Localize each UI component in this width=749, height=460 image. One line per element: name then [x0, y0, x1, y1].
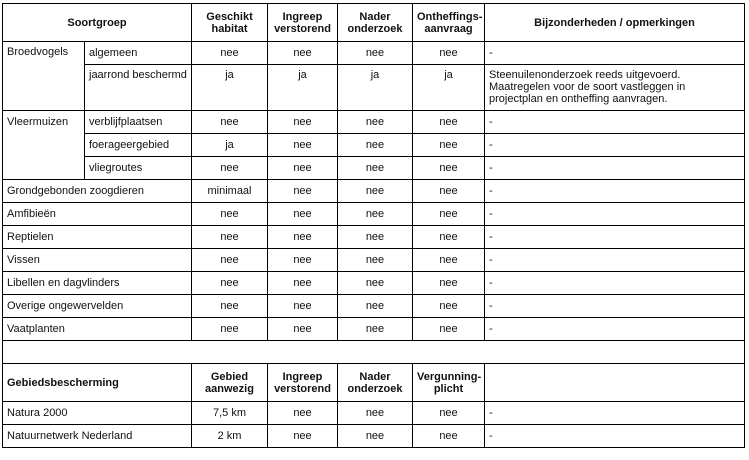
cell-nader: nee	[338, 402, 413, 425]
cell-habitat: ja	[192, 134, 268, 157]
cell-habitat: nee	[192, 226, 268, 249]
table-row	[3, 425, 745, 448]
spacer-cell	[3, 341, 745, 364]
cell-ontheffing: nee	[413, 249, 485, 272]
cell-ontheffing: nee	[413, 111, 485, 134]
cell-vergunning: nee	[413, 425, 485, 448]
header-ontheffingsaanvraag: Ontheffings- aanvraag	[413, 4, 485, 42]
header-nader-onderzoek: Nader onderzoek	[338, 4, 413, 42]
cell-nader: nee	[338, 249, 413, 272]
table-row	[3, 203, 745, 226]
cell-nader: nee	[338, 295, 413, 318]
table-row	[3, 402, 745, 425]
cell-remark: -	[485, 402, 745, 425]
header-geschikt-habitat: Geschikt habitat	[192, 4, 268, 42]
group-label-broedvogels: Broedvogels	[3, 42, 85, 111]
subgroup-label: algemeen	[85, 42, 192, 65]
header-empty	[485, 364, 745, 402]
header-gebiedsbescherming: Gebiedsbescherming	[3, 364, 192, 402]
cell-habitat: nee	[192, 157, 268, 180]
area-label: Natura 2000	[3, 402, 192, 425]
header-opmerkingen: Bijzonderheden / opmerkingen	[485, 4, 745, 42]
cell-aanwezig: 7,5 km	[192, 402, 268, 425]
group-label: Reptielen	[3, 226, 192, 249]
species-assessment-table	[2, 3, 745, 448]
cell-habitat: minimaal	[192, 180, 268, 203]
cell-habitat: nee	[192, 295, 268, 318]
cell-habitat: nee	[192, 111, 268, 134]
cell-nader: nee	[338, 272, 413, 295]
cell-ontheffing: nee	[413, 295, 485, 318]
area-label: Natuurnetwerk Nederland	[3, 425, 192, 448]
group-label: Vissen	[3, 249, 192, 272]
cell-remark: -	[485, 272, 745, 295]
cell-ingreep: nee	[268, 180, 338, 203]
group-label: Overige ongewervelden	[3, 295, 192, 318]
cell-remark: -	[485, 226, 745, 249]
cell-ingreep: nee	[268, 203, 338, 226]
cell-nader: nee	[338, 226, 413, 249]
cell-habitat: nee	[192, 42, 268, 65]
cell-habitat: nee	[192, 272, 268, 295]
cell-vergunning: nee	[413, 402, 485, 425]
cell-aanwezig: 2 km	[192, 425, 268, 448]
cell-ingreep: nee	[268, 226, 338, 249]
header-nader-onderzoek: Nader onderzoek	[338, 364, 413, 402]
table-row	[3, 157, 745, 180]
cell-remark: -	[485, 42, 745, 65]
cell-ontheffing: ja	[413, 65, 485, 111]
cell-habitat: nee	[192, 249, 268, 272]
table-row	[3, 295, 745, 318]
cell-ingreep: nee	[268, 42, 338, 65]
group-label: Libellen en dagvlinders	[3, 272, 192, 295]
cell-nader: nee	[338, 157, 413, 180]
header-soortgroep: Soortgroep	[3, 4, 192, 42]
cell-nader: nee	[338, 42, 413, 65]
table-row	[3, 318, 745, 341]
group-label-vleermuizen: Vleermuizen	[3, 111, 85, 180]
cell-nader: nee	[338, 111, 413, 134]
cell-ingreep: nee	[268, 402, 338, 425]
spacer-row	[3, 341, 745, 364]
cell-remark: Steenuilenonderzoek reeds uitgevoerd. Maatregelen voor de soort vastleggen in projectplan en ontheffing aanvragen.	[485, 65, 745, 111]
group-label: Amfibieën	[3, 203, 192, 226]
header-ingreep-verstorend: Ingreep verstorend	[268, 4, 338, 42]
cell-ontheffing: nee	[413, 272, 485, 295]
cell-nader: nee	[338, 134, 413, 157]
cell-remark: -	[485, 425, 745, 448]
header-row	[3, 4, 745, 42]
cell-habitat: ja	[192, 65, 268, 111]
cell-ingreep: nee	[268, 249, 338, 272]
cell-ontheffing: nee	[413, 134, 485, 157]
cell-ingreep: nee	[268, 318, 338, 341]
cell-nader: nee	[338, 425, 413, 448]
group-label: Grondgebonden zoogdieren	[3, 180, 192, 203]
header-gebied-aanwezig: Gebied aanwezig	[192, 364, 268, 402]
cell-ingreep: nee	[268, 272, 338, 295]
cell-remark: -	[485, 111, 745, 134]
cell-habitat: nee	[192, 318, 268, 341]
cell-ontheffing: nee	[413, 157, 485, 180]
cell-nader: ja	[338, 65, 413, 111]
table-row	[3, 180, 745, 203]
subgroup-label: foerageergebied	[85, 134, 192, 157]
table-row	[3, 42, 745, 65]
table-row	[3, 272, 745, 295]
cell-ingreep: nee	[268, 157, 338, 180]
header-vergunningplicht: Vergunning- plicht	[413, 364, 485, 402]
cell-habitat: nee	[192, 203, 268, 226]
table-row	[3, 134, 745, 157]
cell-remark: -	[485, 249, 745, 272]
cell-remark: -	[485, 157, 745, 180]
header-ingreep-verstorend: Ingreep verstorend	[268, 364, 338, 402]
cell-nader: nee	[338, 318, 413, 341]
cell-ontheffing: nee	[413, 318, 485, 341]
table-row	[3, 249, 745, 272]
cell-nader: nee	[338, 203, 413, 226]
cell-ontheffing: nee	[413, 42, 485, 65]
group-label: Vaatplanten	[3, 318, 192, 341]
cell-ingreep: nee	[268, 425, 338, 448]
cell-remark: -	[485, 180, 745, 203]
cell-remark: -	[485, 318, 745, 341]
subgroup-label: verblijfplaatsen	[85, 111, 192, 134]
cell-ingreep: nee	[268, 111, 338, 134]
cell-ontheffing: nee	[413, 226, 485, 249]
cell-remark: -	[485, 134, 745, 157]
subgroup-label: vliegroutes	[85, 157, 192, 180]
cell-ingreep: ja	[268, 65, 338, 111]
cell-remark: -	[485, 203, 745, 226]
gebied-header-row	[3, 364, 745, 402]
cell-ingreep: nee	[268, 295, 338, 318]
table-row	[3, 111, 745, 134]
cell-ingreep: nee	[268, 134, 338, 157]
subgroup-label: jaarrond beschermd	[85, 65, 192, 111]
cell-nader: nee	[338, 180, 413, 203]
table-row	[3, 226, 745, 249]
cell-ontheffing: nee	[413, 180, 485, 203]
table-row	[3, 65, 745, 111]
cell-remark: -	[485, 295, 745, 318]
cell-ontheffing: nee	[413, 203, 485, 226]
